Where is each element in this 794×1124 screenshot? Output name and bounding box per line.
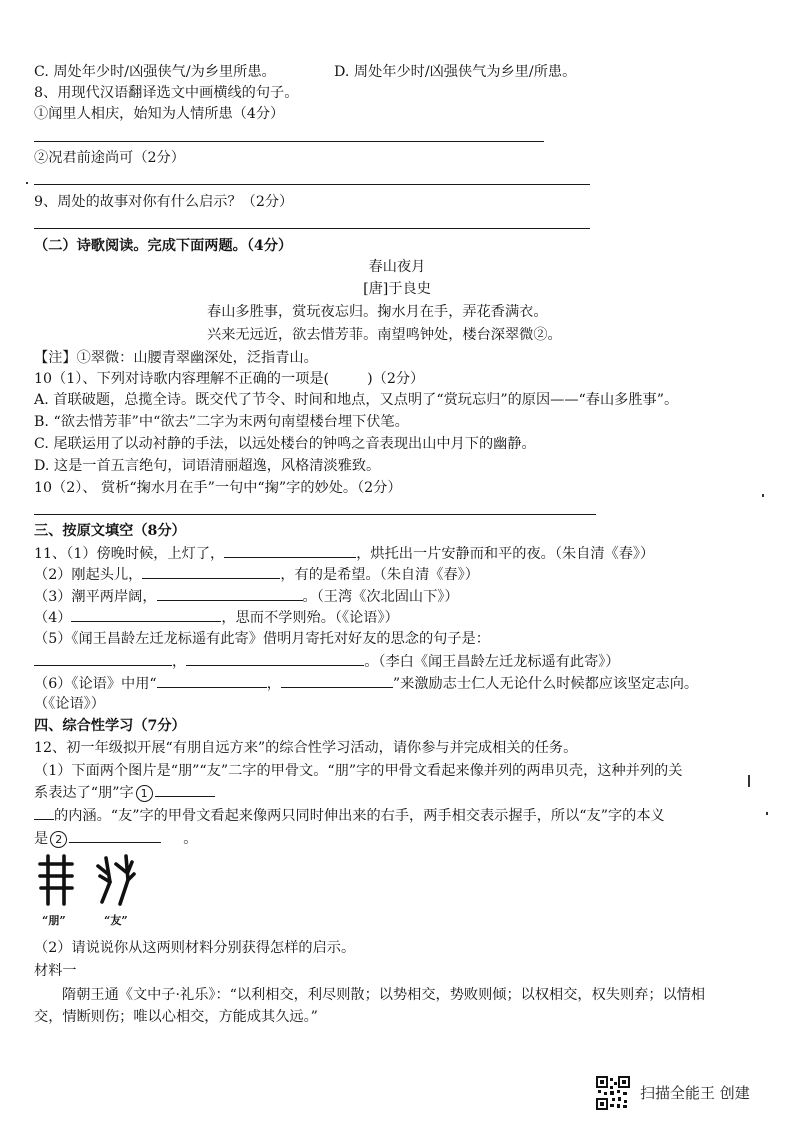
fill-blank[interactable] <box>34 805 54 820</box>
fill-blank[interactable] <box>69 828 161 843</box>
q10-1-stem: 10（1）、下列对诗歌内容理解不正确的一项是( )（2分） <box>34 371 425 387</box>
caption-peng: “朋” <box>42 914 66 927</box>
caption-you: “友” <box>104 914 128 927</box>
q10-2-stem: 10（2）、 赏析“掬水月在手”一句中“掬”字的妙处。（2分） <box>34 480 402 496</box>
peng-oracle-glyph <box>40 856 72 904</box>
poem-title: 春山夜月 <box>368 259 426 275</box>
scan-speck <box>762 494 764 497</box>
poem-line-1: 春山多胜事，赏玩夜忘归。掬水月在手，弄花香满衣。 <box>207 304 548 320</box>
fill-blank[interactable] <box>157 673 267 688</box>
q10-option-b: B. “欲去惜芳菲”中“欲去”二字为末两句南望楼台埋下伏笔。 <box>34 414 409 430</box>
circled-number-1: 1 <box>136 785 153 802</box>
answer-line <box>34 228 590 229</box>
material-1-text-1: 隋朝王通《文中子·礼乐》：“以利相交，利尽则散；以势相交，势败则倾；以权相交，权失则弃；以情相 <box>62 987 706 1003</box>
q8-stem: 8、用现代汉语翻译选文中画横线的句子。 <box>34 85 299 101</box>
fill-blank[interactable] <box>157 586 303 601</box>
poem-line-2: 兴来无远近，欲去惜芳菲。南望鸣钟处，楼台深翠微②。 <box>207 327 562 343</box>
q10-option-d: D. 这是一首五言绝句，词语清丽超逸，风格清淡雅致。 <box>34 458 381 474</box>
q12-1-text-1: （1）下面两个图片是“朋”“友”二字的甲骨文。“朋”字的甲骨文看起来像并列的两串贝壳，这种并列的关 <box>34 763 683 779</box>
you-oracle-glyph <box>98 856 134 904</box>
poem-author: [唐]于良史 <box>363 281 431 297</box>
q10-option-a: A. 首联破题，总揽全诗。既交代了节令、时间和地点，又点明了“赏玩忘归”的原因——“春山多胜事”。 <box>34 392 679 408</box>
answer-line <box>34 514 596 515</box>
circled-number-2: 2 <box>50 831 67 848</box>
fill-blank[interactable] <box>281 673 393 688</box>
fill-blank[interactable] <box>186 651 364 666</box>
q9-stem: 9、周处的故事对你有什么启示？（2分） <box>34 194 294 210</box>
q7-option-c: C. 周处年少时/凶强侠气/为乡里所患。 <box>34 64 276 80</box>
answer-line <box>34 184 590 185</box>
scan-speck <box>766 812 768 815</box>
q12-1-text-2: 系表达了“朋”字 1 <box>34 782 215 803</box>
q7-option-d: D. 周处年少时/凶强侠气为乡里/所患。 <box>334 64 577 80</box>
fill-blank[interactable] <box>71 607 221 622</box>
material-1-label: 材料一 <box>34 963 77 979</box>
material-1-text-2: 交，情断则伤；唯以心相交，方能成其久远。” <box>34 1009 318 1025</box>
q8-sentence-1: ①闻里人相庆，始知为人情所患（4分） <box>34 106 285 122</box>
section-4-heading: 四、综合性学习（7分） <box>34 718 186 734</box>
q11-5-blanks: ， 。（李白《闻王昌龄左迁龙标遥有此寄》） <box>34 651 620 672</box>
q11-6: （6）《论语》中用“ ， ”来激励志士仁人无论什么时候都应该坚定志向。 <box>34 673 698 694</box>
q11-1: 11、（1）傍晚时候，上灯了， ，烘托出一片安静而和平的夜。（朱自清《春》） <box>34 543 654 564</box>
q12-2-stem: （2）请说说你从这两则材料分别获得怎样的启示。 <box>34 940 356 956</box>
fill-blank[interactable] <box>142 564 280 579</box>
qr-code-icon <box>596 1076 630 1110</box>
q11-2: （2）刚起头儿， ，有的是希望。（朱自清《春》） <box>34 564 479 585</box>
oracle-bone-glyphs <box>36 852 146 908</box>
answer-line <box>34 141 544 142</box>
q11-5: （5）《闻王昌龄左迁龙标遥有此寄》借明月寄托对好友的思念的句子是： <box>34 631 490 647</box>
fill-blank[interactable] <box>34 651 172 666</box>
poem-note: 【注】①翠微：山腰青翠幽深处，泛指青山。 <box>34 350 318 366</box>
q11-3: （3）潮平两岸阔， 。（王湾《次北固山下》） <box>34 586 459 607</box>
q10-option-c: C. 尾联运用了以动衬静的手法，以远处楼台的钟鸣之音表现出山中月下的幽静。 <box>34 436 536 452</box>
poem-section-heading: （二）诗歌阅读。完成下面两题。（4分） <box>34 238 293 254</box>
q12-1-text-4: 是 2 。 <box>34 828 197 849</box>
q12-1-text-3: 的内涵。“友”字的甲骨文看起来像两只同时伸出来的右手，两手相交表示握手，所以“友”字的本义 <box>34 805 665 826</box>
fill-blank[interactable] <box>155 782 215 797</box>
fill-blank[interactable] <box>224 543 356 558</box>
scanner-watermark: 扫描全能王 创建 <box>640 1084 750 1102</box>
q11-6-source: （《论语》） <box>34 696 105 712</box>
section-3-heading: 三、按原文填空（8分） <box>34 523 186 539</box>
scan-speck <box>26 182 28 184</box>
q12-stem: 12、初一年级拟开展“有朋自远方来”的综合性学习活动，请你参与并完成相关的任务。 <box>34 740 578 756</box>
q8-sentence-2: ②况君前途尚可（2分） <box>34 150 185 166</box>
scan-speck <box>748 775 750 787</box>
q11-4: （4） ，思而不学则殆。（《论语》） <box>34 607 399 628</box>
